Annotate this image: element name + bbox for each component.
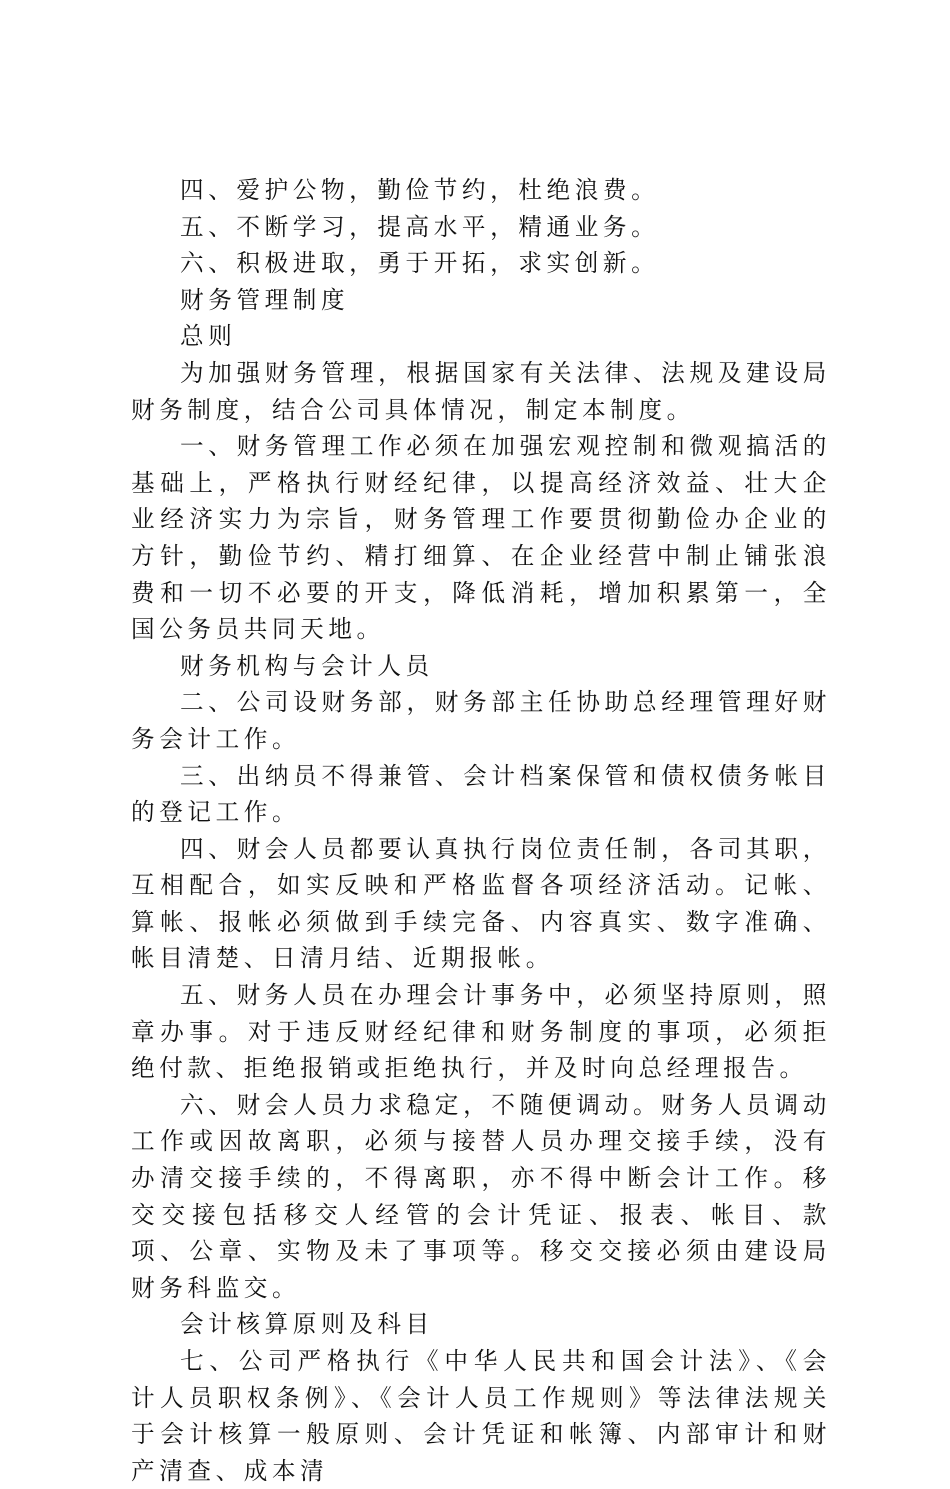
section-heading-financial-management: 财务管理制度 [180, 285, 350, 314]
paragraph-article-4: 四、财会人员都要认真执行岗位责任制，各司其职，互相配合，如实反映和严格监督各项经济活动。记帐、算帐、报帐必须做到手续完备、内容真实、数字准确、帐目清楚、日清月结、近期报帐。 [131, 834, 831, 973]
paragraph-article-6: 六、财会人员力求稳定，不随便调动。财务人员调动工作或因故离职，必须与接替人员办理交接手续，没有办清交接手续的，不得离职，亦不得中断会计工作。移交交接包括移交人经管的会计凭证、报表、帐目、款项、公章、实物及未了事项等。移交交接必须由建设局财务科监交。 [131, 1090, 831, 1302]
paragraph-article-1: 一、财务管理工作必须在加强宏观控制和微观搞活的基础上，严格执行财经纪律，以提高经济效益、壮大企业经济实力为宗旨，财务管理工作要贯彻勤俭办企业的方针，勤俭节约、精打细算、在企业经营中制止铺张浪费和一切不必要的开支，降低消耗，增加积累第一，全国公务员共同天地。 [131, 432, 831, 644]
paragraph-article-2: 二、公司设财务部，财务部主任协助总经理管理好财务会计工作。 [131, 688, 831, 753]
paragraph-article-5: 五、财务人员在办理会计事务中，必须坚持原则，照章办事。对于违反财经纪律和财务制度的事项，必须拒绝付款、拒绝报销或拒绝执行，并及时向总经理报告。 [131, 981, 831, 1083]
paragraph-article-3: 三、出纳员不得兼管、会计档案保管和债权债务帐目的登记工作。 [131, 761, 831, 827]
section-heading-accounting-principles: 会计核算原则及科目 [180, 1310, 434, 1339]
paragraph-article-7: 七、公司严格执行《中华人民共和国会计法》、《会计人员职权条例》、《会计人员工作规则》等法律法规关于会计核算一般原则、会计凭证和帐簿、内部审计和财产清查、成本清 [131, 1347, 831, 1485]
paragraph-item-6: 六、积极进取，勇于开拓，求实创新。 [180, 249, 660, 278]
paragraph-intro: 为加强财务管理，根据国家有关法律、法规及建设局财务制度，结合公司具体情况，制定本制度。 [131, 358, 831, 424]
paragraph-item-4: 四、爱护公物，勤俭节约，杜绝浪费。 [180, 176, 660, 204]
paragraph-item-5: 五、不断学习，提高水平，精通业务。 [180, 212, 660, 241]
document-body [131, 172, 831, 1489]
section-heading-general: 总则 [180, 322, 237, 351]
section-heading-finance-organization: 财务机构与会计人员 [180, 651, 434, 680]
